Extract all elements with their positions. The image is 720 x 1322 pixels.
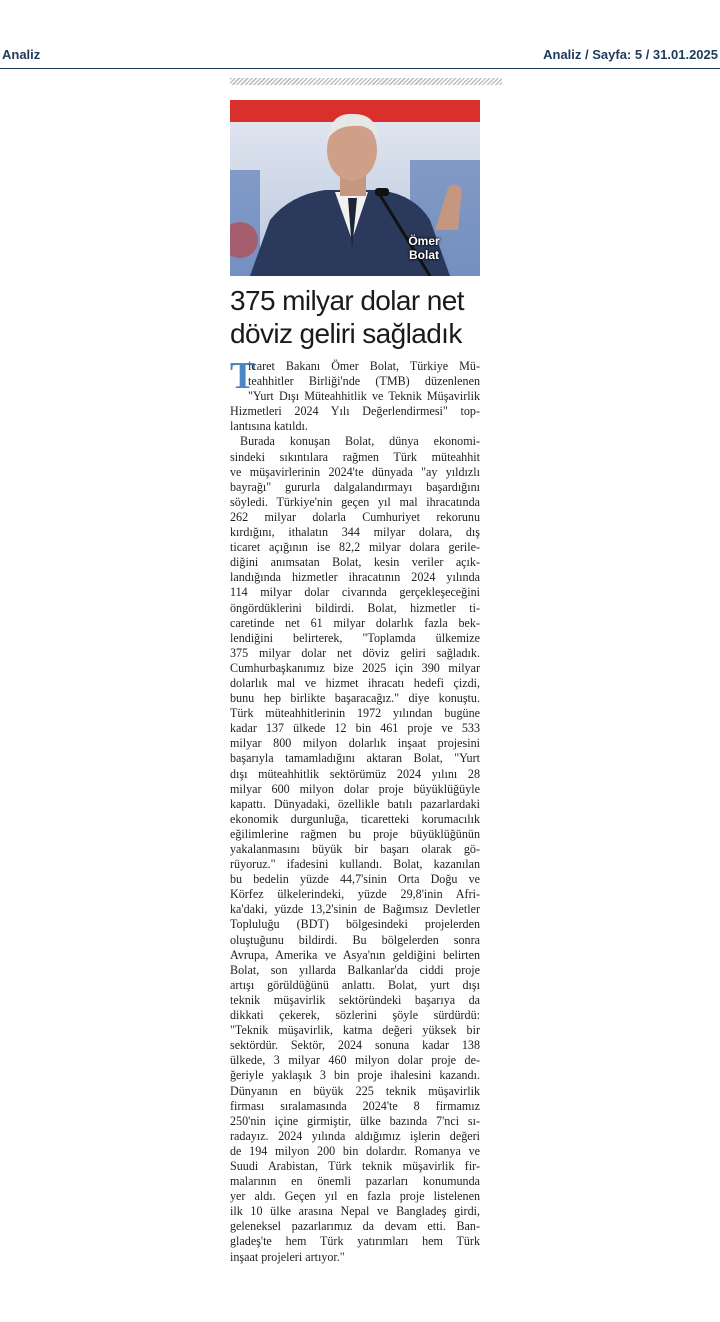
body-line: Bolat, son yıllarda Balkanlar'da ciddi proje: [230, 962, 480, 977]
body-line: ekonomik durgunluğa, ticaretteki korumacılık: [230, 811, 480, 826]
source-info: Analiz / Sayfa: 5 / 31.01.2025: [543, 47, 718, 62]
section-label: Analiz: [2, 47, 41, 62]
decorative-divider: [230, 78, 502, 85]
body-line: bunu hep birlikte başaracağız." diye konuştu.: [230, 691, 480, 706]
body-line: dışı müteahhitlik sektörümüz 2024 yılını 28: [230, 766, 480, 781]
body-line: 262 milyar dolarla Cumhuriyet rekorunu: [230, 509, 480, 524]
headline-line-2: döviz geliri sağladık: [230, 318, 462, 349]
body-line: kapattı. Dünyadaki, özellikle batılı pazarlardaki: [230, 796, 480, 811]
body-line: Türk müteahhitlerinin 1972 yılından bugüne: [230, 706, 480, 721]
headline-line-1: 375 milyar dolar net: [230, 285, 464, 316]
body-line: 375 milyar dolar net döviz geliri sağladık.: [230, 645, 480, 660]
body-line: Dünyanın en büyük 225 teknik müşavirlik: [230, 1083, 480, 1098]
body-line: ve müşavirlerinin 2024'te dünyada "ay yıldızlı: [230, 464, 480, 479]
drop-cap: T: [230, 355, 256, 397]
body-line: firması sıralamasında 2024'te 8 firmamız: [230, 1098, 480, 1113]
body-line: yer aldı. Geçen yıl en fazla proje listelenen: [230, 1189, 480, 1204]
body-line: landığında hizmetler ihracatının 2024 yılında: [230, 570, 480, 585]
body-line: ilk 10 ülke arasına Nepal ve Bangladeş girdi,: [230, 1204, 480, 1219]
photo-caption: [384, 234, 464, 262]
body-line: yakalanmasını büyük bir başarı olarak gö-: [230, 842, 480, 856]
body-line: inşaat projeleri artıyor.": [230, 1249, 345, 1264]
body-line: 250'nin içine girmiştir, ülke bazında 7'nci sı-: [230, 1113, 480, 1128]
body-line: diğini anımsatan Bolat, kesin veriler açık-: [230, 555, 480, 570]
body-line: gladeş'te hem Türk yatırımları hem Türk: [230, 1234, 480, 1249]
body-line: de 194 milyon 200 bin dolardır. Romanya ve: [230, 1143, 480, 1158]
body-line: öngördüklerini bildirdi. Bolat, hizmetler ti-: [230, 600, 480, 615]
article-headline: [230, 284, 492, 350]
body-line: oluştuğunu bildirdi. Bu bölgelerden sonra: [230, 932, 480, 947]
body-line: 114 milyar dolar civarında gerçekleşeceğini: [230, 585, 480, 600]
body-line: "Yurt Dışı Müteahhitlik ve Teknik Müşavirlik: [248, 389, 480, 404]
body-line: ticaret açığının ise 82,2 milyar dolara gerile-: [230, 540, 480, 555]
body-line: Körfez ülkelerindeki, yüzde 29,8'inin Afri-: [230, 887, 480, 902]
body-line: ğeriyle yaklaşık 3 bin proje ihalesini kazandı.: [230, 1068, 480, 1083]
body-line: radayız. 2024 yılında aldığımız işlerin değeri: [230, 1128, 480, 1143]
body-line: Hizmetleri 2024 Yılı Değerlendirmesi" top-: [230, 404, 480, 419]
body-line: dikkati çekerek, sözlerini şöyle sürdürdü:: [230, 1008, 480, 1023]
body-line: sindeki sıkıntılara rağmen Türk müteahhit: [230, 449, 480, 464]
body-line: eğilimlerine rağmen bu proje büyüklüğünün: [230, 826, 480, 841]
body-line: caretinde net 61 milyar dolarlık fazla bek-: [230, 615, 480, 630]
body-line: milyar 800 milyon dolarlık inşaat projesini: [230, 736, 480, 751]
body-line: bayrağı" gururla dalgalandırmayı başardığını: [230, 479, 480, 494]
body-line: geleneksel pazarlarımız da devam etti. Ban-: [230, 1219, 480, 1234]
body-line: icaret Bakanı Ömer Bolat, Türkiye Mü-: [248, 359, 480, 373]
body-line: kadar 137 ülkede 12 bin 461 proje ve 533: [230, 721, 480, 736]
caption-last-name: Bolat: [409, 248, 439, 262]
body-line: Burada konuşan Bolat, dünya ekonomi-: [240, 434, 480, 449]
body-line: "Teknik müşavirlik, katma değeri yüksek bir: [230, 1023, 480, 1038]
body-line: ka'daki, yüzde 13,2'sinin de Bağımsız Devletler: [230, 902, 480, 917]
body-line: lantısına katıldı.: [230, 419, 308, 434]
page-header: [0, 44, 720, 69]
caption-first-name: Ömer: [408, 234, 440, 248]
body-line: rüyoruz." ifadesini kullandı. Bolat, kazanılan: [230, 857, 480, 872]
body-line: teknik müşavirlik sektöründeki başarıya da: [230, 992, 480, 1007]
body-line: lendiğini belirterek, "Toplamda ülkemize: [230, 630, 480, 645]
body-line: bu bedelin yüzde 44,7'sinin Orta Doğu ve: [230, 872, 480, 887]
body-line: Avrupa, Amerika ve Asya'nın geldiğini belirten: [230, 947, 480, 962]
body-line: artışı görüldüğünü anlattı. Bolat, yurt dışı: [230, 977, 480, 992]
body-line: söyledi. Türkiye'nin geçen yıl mal ihracatında: [230, 494, 480, 509]
body-line: Suudi Arabistan, Türk teknik müşavirlik fir-: [230, 1158, 480, 1173]
body-line: Cumhurbaşkanımız bize 2025 için 390 milyar: [230, 660, 480, 675]
body-line: ülkede, 3 milyar 460 milyon dolar proje de-: [230, 1053, 480, 1068]
body-line: teahhitler Birliği'nde (TMB) düzenlenen: [248, 374, 480, 389]
body-line: dolarlık mal ve hizmet ihracatı hedefi çizdi,: [230, 675, 480, 690]
body-line: malarının en önemli pazarları konumunda: [230, 1174, 480, 1189]
body-line: Topluluğu (BDT) bölgesindeki projelerden: [230, 917, 480, 932]
article-body: [230, 355, 480, 1265]
body-line: kırdığını, ithalatın 344 milyar dolara, dış: [230, 525, 480, 540]
body-line: milyar 600 milyon dolar proje büyüklüğüyle: [230, 781, 480, 796]
body-line: sektördür. Sektör, 2024 sonuna kadar 138: [230, 1038, 480, 1053]
body-line: başarıyla tamamladığını aktaran Bolat, "Yurt: [230, 751, 480, 766]
